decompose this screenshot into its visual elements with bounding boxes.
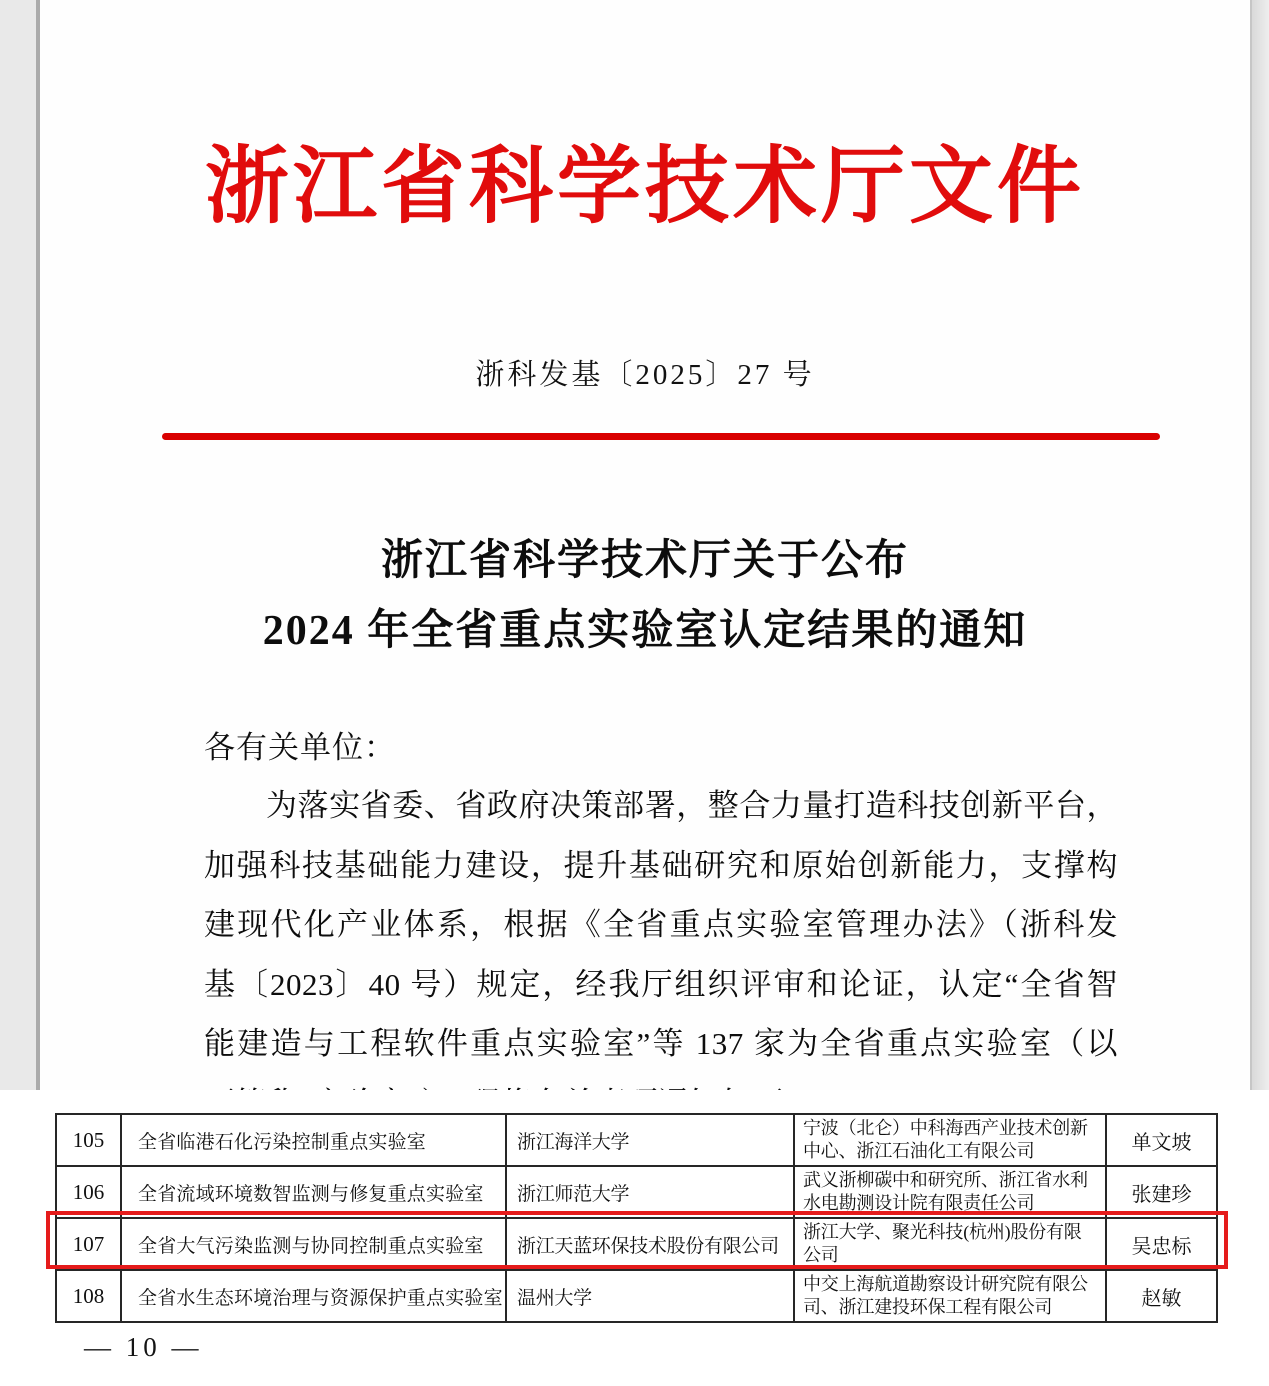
body-line: 建现代化产业体系，根据《全省重点实验室管理办法》（浙科发 [204,907,1118,942]
document-number: 浙科发基〔2025〕27 号 [475,359,815,391]
results-table-section [0,1090,1269,1330]
lab-name-cell: 全省大气污染监测与协同控制重点实验室 [121,1218,506,1270]
lab-name-cell: 全省临港石化污染控制重点实验室 [121,1114,506,1166]
lab-name-cell: 全省流域环境数智监测与修复重点实验室 [121,1166,506,1218]
host-unit-cell: 浙江海洋大学 [506,1114,794,1166]
host-unit-cell: 浙江师范大学 [506,1166,794,1218]
director-cell: 吴忠标 [1106,1218,1217,1270]
partner-units-cell: 宁波（北仑）中科海西产业技术创新中心、浙江石油化工有限公司 [794,1114,1106,1166]
partner-units-cell: 浙江大学、聚光科技(杭州)股份有限公司 [794,1218,1106,1270]
row-number-cell: 107 [56,1218,121,1270]
row-number-cell: 108 [56,1270,121,1322]
table-row [56,1166,1217,1218]
row-number-cell: 105 [56,1114,121,1166]
table-row [56,1114,1217,1166]
scan-left-margin [0,0,40,1110]
host-unit-cell: 浙江天蓝环保技术股份有限公司 [506,1218,794,1270]
results-table [55,1113,1218,1323]
red-divider-rule [162,433,1160,440]
host-unit-cell: 温州大学 [506,1270,794,1322]
body-line: 加强科技基础能力建设，提升基础研究和原始创新能力，支撑构 [204,847,1118,883]
body-line: 能建造与工程软件重点实验室”等 137 家为全省重点实验室（以 [204,1026,1118,1061]
notice-title-line1: 浙江省科学技术厅关于公布 [380,538,909,584]
letterhead-title: 浙江省科学技术厅文件 [204,141,1085,234]
scan-right-margin [1250,0,1269,1113]
director-cell: 赵敏 [1106,1270,1217,1322]
director-cell: 张建珍 [1106,1166,1217,1218]
partner-units-cell: 中交上海航道勘察设计研究院有限公司、浙江建投环保工程有限公司 [794,1270,1106,1322]
table-row [56,1218,1217,1270]
table-row [56,1270,1217,1322]
body-line: 基〔2023〕40 号）规定，经我厅组织评审和论证，认定“全省智 [204,966,1118,1002]
body-paragraph [204,776,1118,1133]
notice-title-line2: 2024 年全省重点实验室认定结果的通知 [262,608,1028,654]
salutation: 各有关单位： [204,730,396,765]
lab-name-cell: 全省水生态环境治理与资源保护重点实验室 [121,1270,506,1322]
body-line: 为落实省委、省政府决策部署，整合力量打造科技创新平台， [266,788,1118,823]
row-number-cell: 106 [56,1166,121,1218]
page-number: — 10 — [84,1332,203,1362]
partner-units-cell: 武义浙柳碳中和研究所、浙江省水利水电勘测设计院有限责任公司 [794,1166,1106,1218]
director-cell: 单文坡 [1106,1114,1217,1166]
